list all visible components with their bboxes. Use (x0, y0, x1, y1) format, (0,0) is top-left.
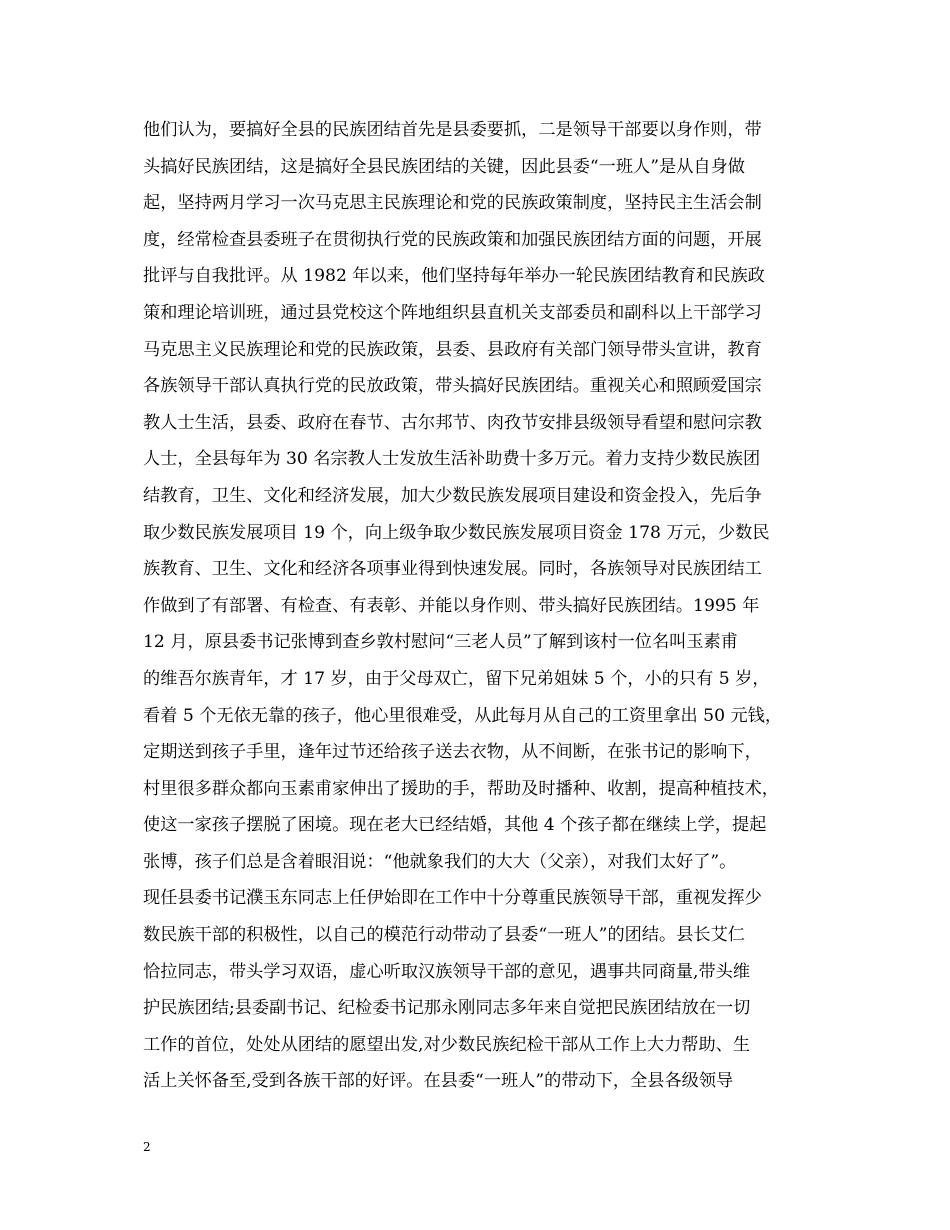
text-line: 恰拉同志，带头学习双语，虚心听取汉族领导干部的意见，遇事共同商量,带头维 (143, 961, 751, 982)
text-line: 批评与自我批评。从 1982 年以来，他们坚持每年举办一轮民族团结教育和民族政 (143, 266, 765, 287)
text-line: 工作的首位，处处从团结的愿望出发,对少数民族纪检干部从工作上大力帮助、生 (143, 1034, 751, 1055)
text-line: 护民族团结;县委副书记、纪检委书记那永刚同志多年来自觉把民族团结放在一切 (143, 998, 751, 1019)
text-line: 教人士生活，县委、政府在春节、古尔邦节、肉孜节安排县级领导看望和慰问宗教 (143, 412, 762, 433)
text-line: 作做到了有部署、有检查、有表彰、并能以身作则、带头搞好民族团结。1995 年 (143, 595, 760, 616)
text-line: 头搞好民族团结，这是搞好全县民族团结的关键，因此县委“一班人”是从自身做 (143, 156, 745, 177)
body-text (143, 112, 823, 1100)
text-line: 策和理论培训班，通过县党校这个阵地组织县直机关支部委员和副科以上干部学习 (143, 302, 762, 323)
text-line: 度，经常检查县委班子在贯彻执行党的民族政策和加强民族团结方面的问题，开展 (143, 229, 762, 250)
text-line: 他们认为，要搞好全县的民族团结首先是县委要抓，二是领导干部要以身作则，带 (143, 120, 762, 140)
text-line: 活上关怀备至,受到各族干部的好评。在县委“一班人”的带动下，全县各级领导 (143, 1071, 734, 1092)
text-line: 定期送到孩子手里，逢年过节还给孩子送去衣物，从不间断，在张书记的影响下， (143, 742, 762, 763)
text-line: 村里很多群众都向玉素甫家伸出了援助的手，帮助及时播种、收割，提高种植技术， (143, 778, 779, 799)
text-line: 族教育、卫生、文化和经济各项事业得到快速发展。同时，各族领导对民族团结工 (143, 559, 762, 580)
text-line: 马克思主义民族理论和党的民族政策，县委、县政府有关部门领导带头宣讲，教育 (143, 339, 762, 360)
text-line: 的维吾尔族青年，才 17 岁，由于父母双亡，留下兄弟姐妹 5 个，小的只有 5 岁， (143, 668, 770, 689)
text-line: 取少数民族发展项目 19 个，向上级争取少数民族发展项目资金 178 万元，少数民 (143, 522, 770, 543)
text-line: 各族领导干部认真执行党的民放政策，带头搞好民族团结。重视关心和照顾爱国宗 (143, 376, 762, 397)
text-line: 使这一家孩子摆脱了困境。现在老大已经结婚，其他 4 个孩子都在继续上学，提起 (143, 815, 767, 836)
text-line: 数民族干部的积极性，以自己的模范行动带动了县委“一班人”的团结。县长艾仁 (143, 925, 745, 946)
text-line: 张博，孩子们总是含着眼泪说：“他就象我们的大大（父亲），对我们太好了”。 (143, 851, 737, 872)
text-line: 起，坚持两月学习一次马克思主民族理论和党的民族政策制度，坚持民主生活会制 (143, 193, 762, 214)
text-line: 人士，全县每年为 30 名宗教人士发放生活补助费十多万元。着力支持少数民族团 (143, 449, 761, 470)
text-line: 12 月，原县委书记张博到查乡敦村慰问“三老人员”了解到该村一位名叫玉素甫 (143, 632, 738, 653)
page-number: 2 (143, 1140, 151, 1154)
text-line: 看着 5 个无依无靠的孩子，他心里很难受，从此每月从自己的工资里拿出 50 元钱， (143, 705, 783, 726)
text-line: 现任县委书记濮玉东同志上任伊始即在工作中十分尊重民族领导干部，重视发挥少 (143, 888, 762, 909)
text-line: 结教育，卫生、文化和经济发展，加大少数民族发展项目建设和资金投入，先后争 (143, 485, 762, 506)
